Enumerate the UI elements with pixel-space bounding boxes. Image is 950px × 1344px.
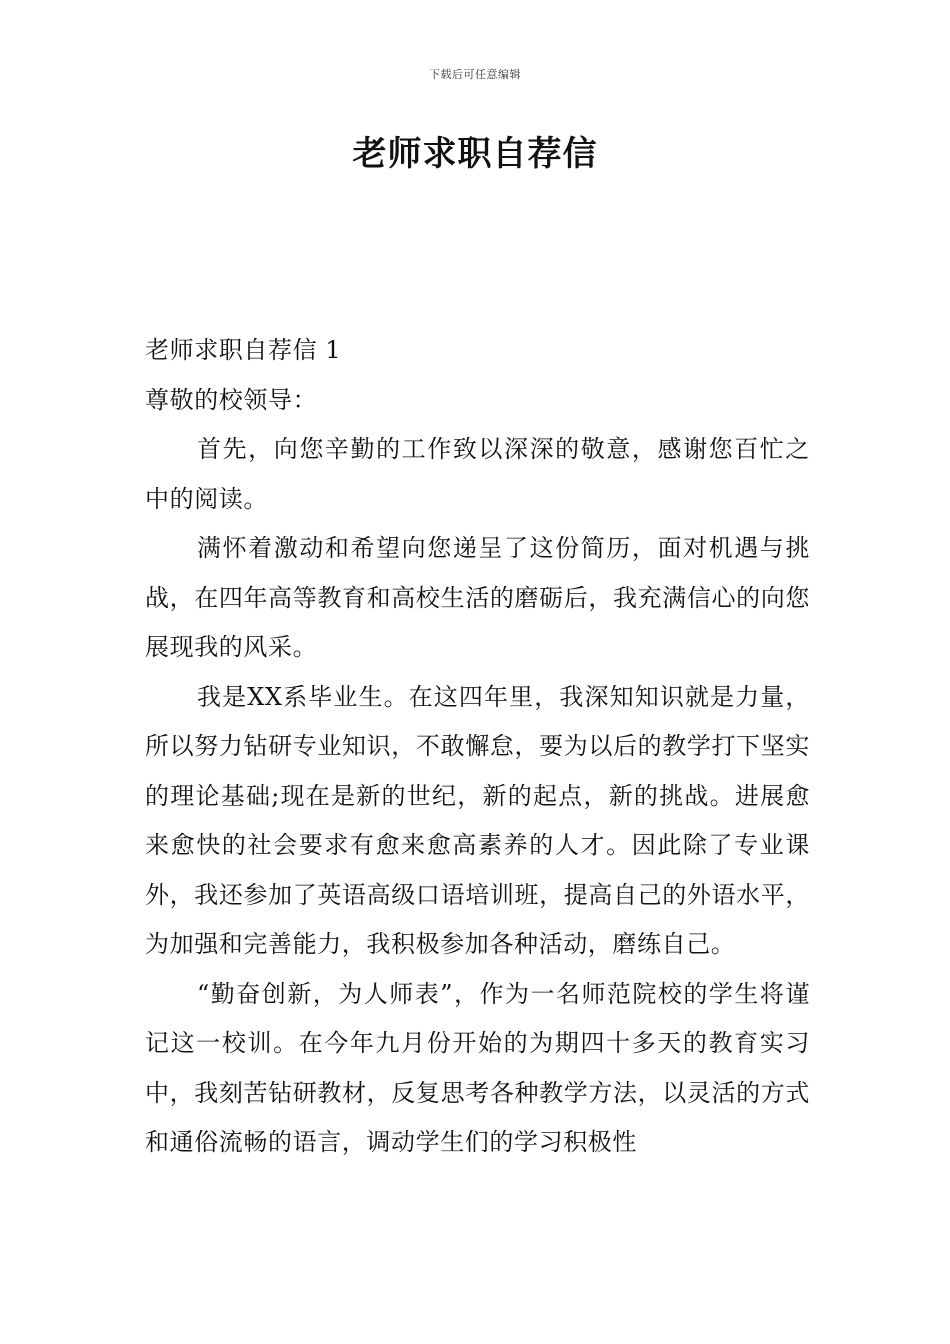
letter-subtitle: 老师求职自荐信 1 bbox=[145, 336, 342, 364]
header-note: 下载后可任意编辑 bbox=[429, 68, 521, 81]
letter-body bbox=[145, 326, 810, 1168]
paragraph-4: “勤奋创新，为人师表”，作为一名师范院校的学生将谨记这一校训。在今年九月份开始的为期四十多天的教育实习中，我刻苦钻研教材，反复思考各种教学方法，以灵活的方式和通俗流畅的语言，调动学生们的学习积极性 bbox=[145, 979, 810, 1156]
paragraph-3: 我是XX系毕业生。在这四年里，我深知知识就是力量，所以努力钻研专业知识，不敢懈怠，要为以后的教学打下坚实的理论基础;现在是新的世纪，新的起点，新的挑战。进展愈来愈快的社会要求有愈来愈高素养的人才。因此除了专业课外，我还参加了英语高级口语培训班，提高自己的外语水平，为加强和完善能力，我积极参加各种活动，磨练自己。 bbox=[145, 682, 810, 958]
paragraph-1: 首先，向您辛勤的工作致以深深的敬意，感谢您百忙之中的阅读。 bbox=[145, 435, 810, 513]
paragraph-2: 满怀着激动和希望向您递呈了这份简历，面对机遇与挑战，在四年高等教育和高校生活的磨砺后，我充满信心的向您展现我的风采。 bbox=[145, 534, 810, 661]
page-title: 老师求职自荐信 bbox=[352, 134, 598, 174]
letter-salutation: 尊敬的校领导： bbox=[145, 385, 318, 414]
